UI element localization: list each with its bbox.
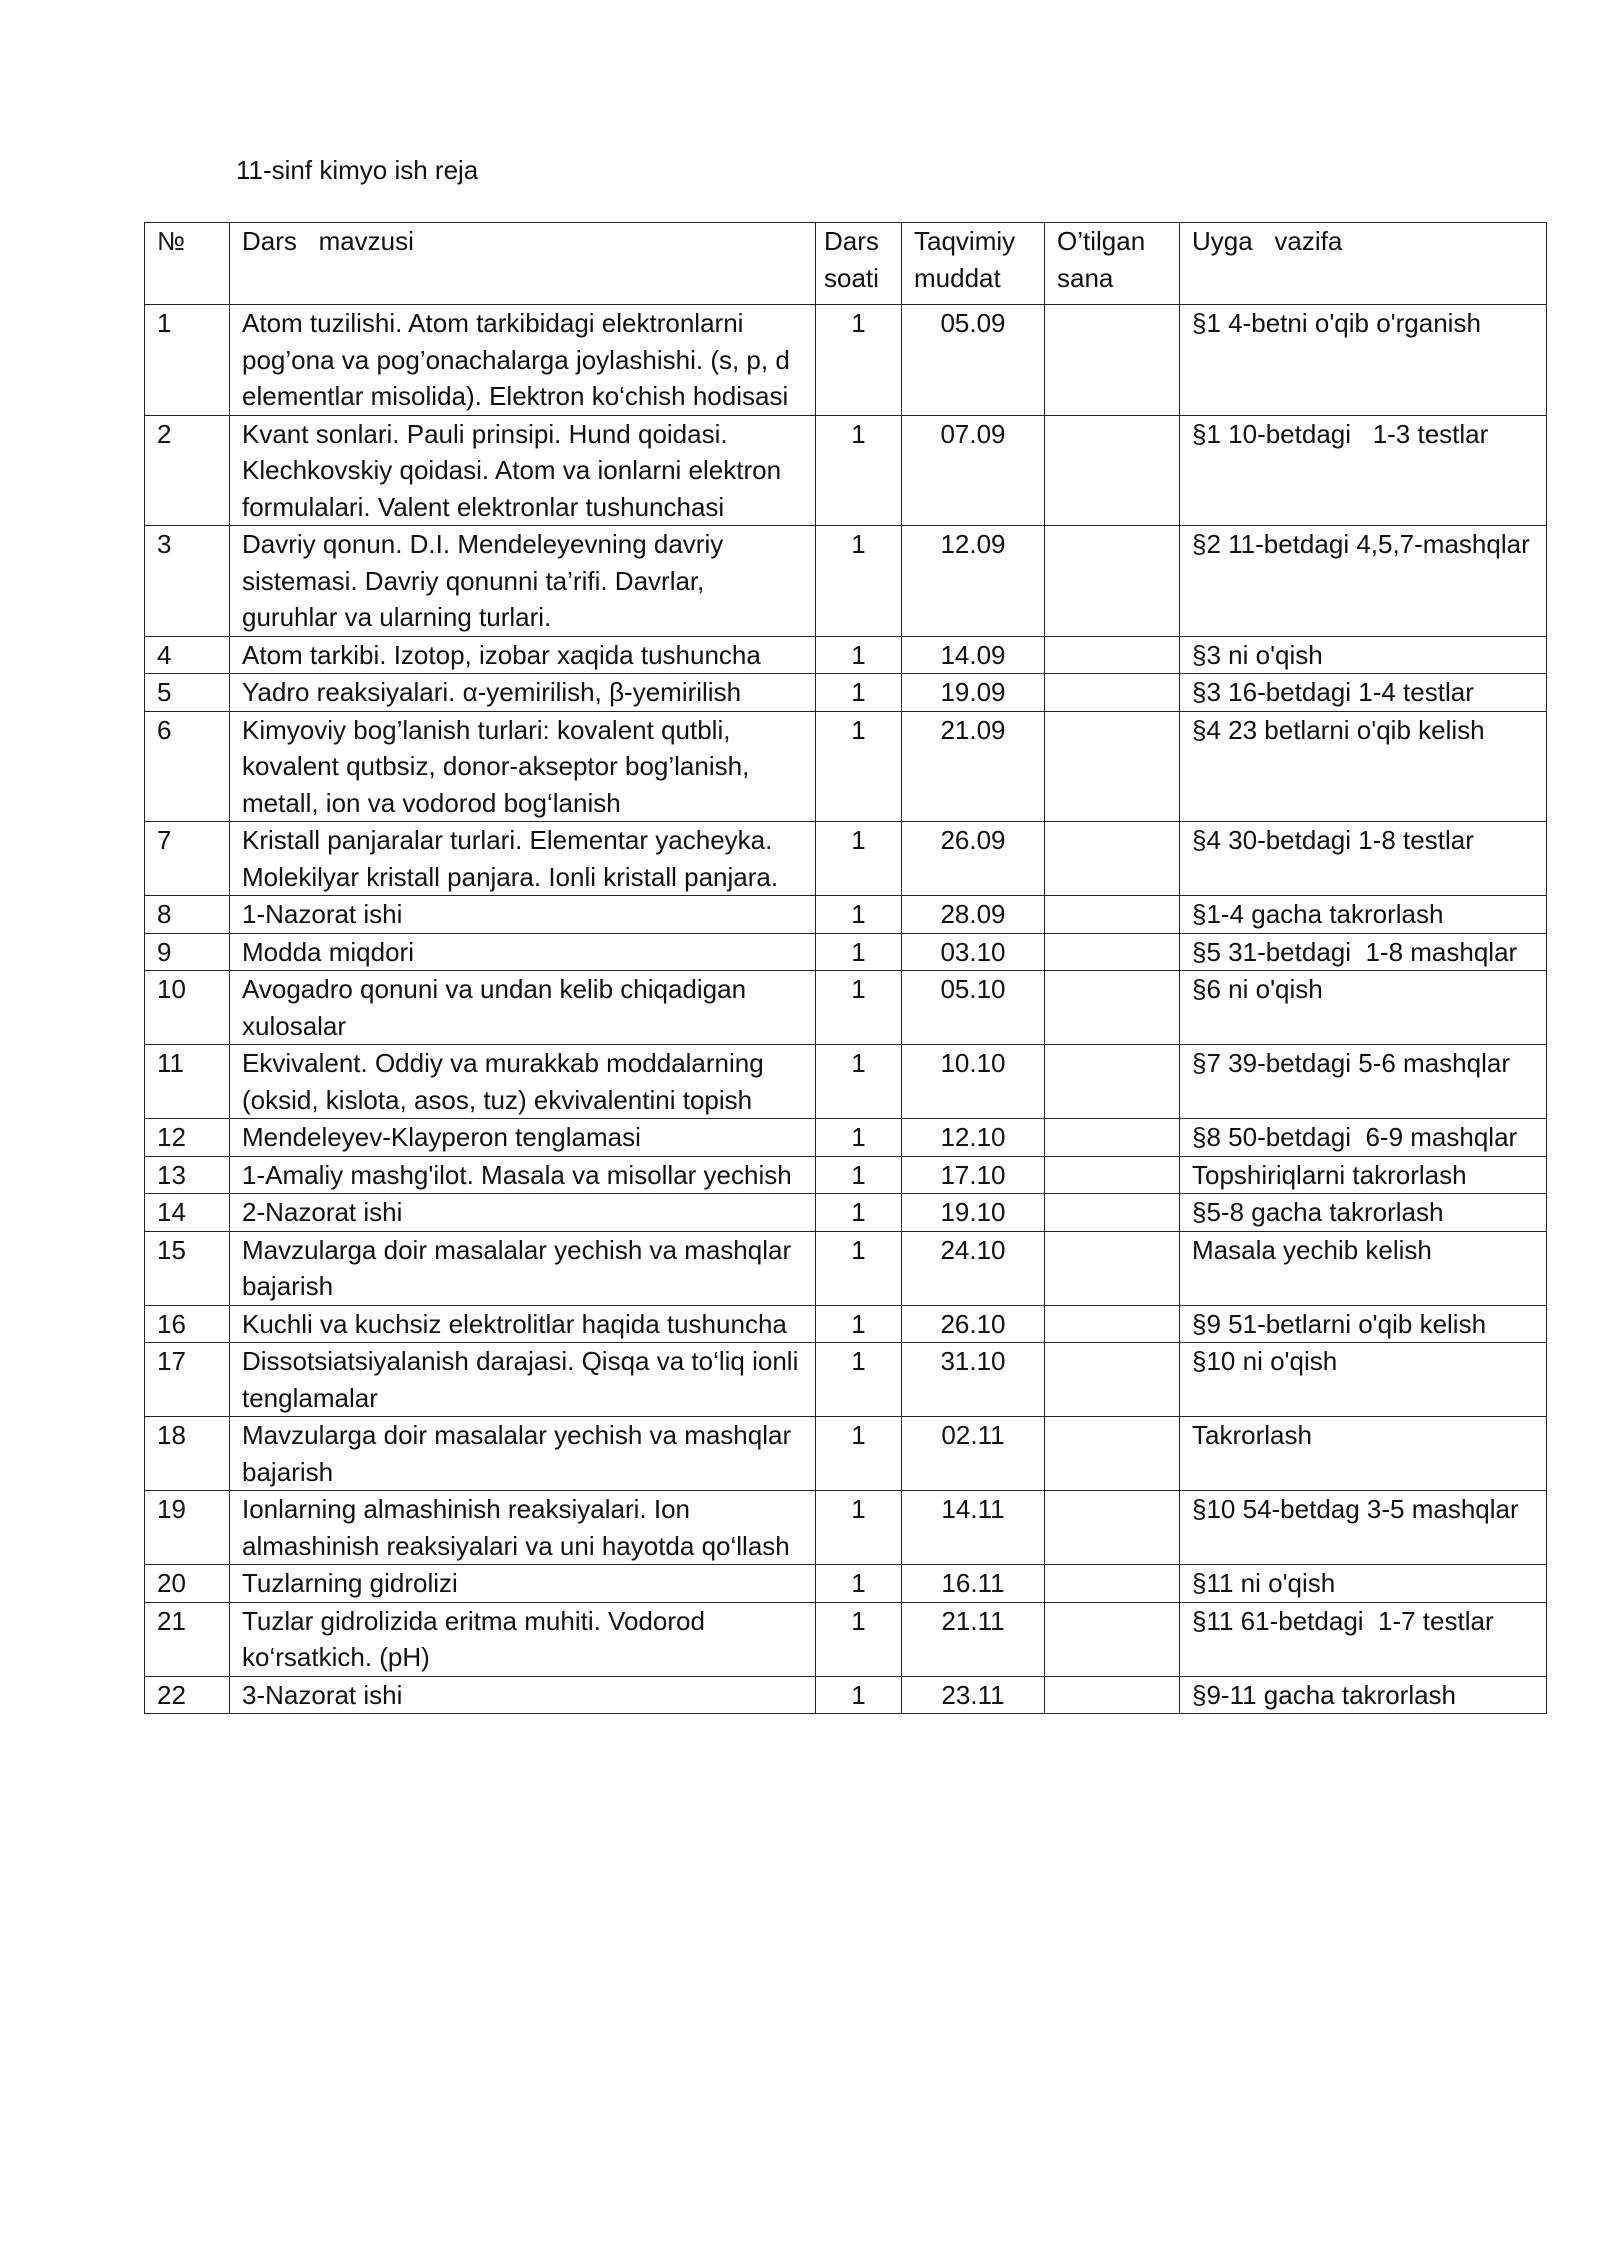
table-row xyxy=(145,1231,1547,1305)
row-number: 2 xyxy=(145,415,230,526)
completed-date xyxy=(1045,1194,1180,1232)
table-row xyxy=(145,711,1547,822)
lesson-topic: 2-Nazorat ishi xyxy=(230,1194,816,1232)
lesson-hours: 1 xyxy=(816,896,902,934)
row-number: 13 xyxy=(145,1156,230,1194)
table-header xyxy=(145,223,1547,305)
lesson-hours: 1 xyxy=(816,1119,902,1157)
planned-date: 21.11 xyxy=(902,1602,1045,1676)
lesson-topic: Tuzlar gidrolizida eritma muhiti. Vodorod ko‘rsatkich. (pH) xyxy=(230,1602,816,1676)
lesson-hours: 1 xyxy=(816,305,902,416)
row-number: 12 xyxy=(145,1119,230,1157)
homework-task: §1 10-betdagi 1-3 testlar xyxy=(1180,415,1547,526)
completed-date xyxy=(1045,674,1180,712)
lesson-topic: 3-Nazorat ishi xyxy=(230,1676,816,1714)
row-number: 5 xyxy=(145,674,230,712)
header-done-line1: O’tilgan xyxy=(1057,226,1146,256)
table-row xyxy=(145,1417,1547,1491)
header-done-line2: sana xyxy=(1057,262,1114,293)
lesson-topic: Kimyoviy bog’lanish turlari: kovalent qutbli, kovalent qutbsiz, donor-akseptor bog’lanish, metall, ion va vodorod bog‘lanish xyxy=(230,711,816,822)
homework-task: §11 61-betdagi 1-7 testlar xyxy=(1180,1602,1547,1676)
completed-date xyxy=(1045,971,1180,1045)
lesson-plan-table xyxy=(144,222,1547,1714)
header-hours-line1: Dars xyxy=(824,226,879,256)
planned-date: 26.09 xyxy=(902,822,1045,896)
homework-task: §9 51-betlarni o'qib kelish xyxy=(1180,1305,1547,1343)
planned-date: 07.09 xyxy=(902,415,1045,526)
planned-date: 12.10 xyxy=(902,1119,1045,1157)
header-hours xyxy=(816,223,902,305)
planned-date: 19.10 xyxy=(902,1194,1045,1232)
lesson-hours: 1 xyxy=(816,1343,902,1417)
header-homework: Uyga vazifa xyxy=(1180,223,1547,305)
planned-date: 31.10 xyxy=(902,1343,1045,1417)
row-number: 6 xyxy=(145,711,230,822)
lesson-hours: 1 xyxy=(816,822,902,896)
row-number: 22 xyxy=(145,1676,230,1714)
table-row xyxy=(145,1602,1547,1676)
row-number: 15 xyxy=(145,1231,230,1305)
lesson-hours: 1 xyxy=(816,933,902,971)
completed-date xyxy=(1045,1045,1180,1119)
row-number: 10 xyxy=(145,971,230,1045)
lesson-hours: 1 xyxy=(816,1417,902,1491)
lesson-hours: 1 xyxy=(816,1156,902,1194)
lesson-topic: Mavzularga doir masalalar yechish va mashqlar bajarish xyxy=(230,1417,816,1491)
table-row xyxy=(145,415,1547,526)
lesson-hours: 1 xyxy=(816,674,902,712)
planned-date: 16.11 xyxy=(902,1565,1045,1603)
table-row xyxy=(145,971,1547,1045)
row-number: 16 xyxy=(145,1305,230,1343)
planned-date: 03.10 xyxy=(902,933,1045,971)
homework-task: §5-8 gacha takrorlash xyxy=(1180,1194,1547,1232)
completed-date xyxy=(1045,1602,1180,1676)
lesson-topic: Tuzlarning gidrolizi xyxy=(230,1565,816,1603)
planned-date: 17.10 xyxy=(902,1156,1045,1194)
homework-task: §10 ni o'qish xyxy=(1180,1343,1547,1417)
header-hours-line2: soati xyxy=(824,262,879,293)
homework-task: §9-11 gacha takrorlash xyxy=(1180,1676,1547,1714)
lesson-hours: 1 xyxy=(816,415,902,526)
homework-task: §8 50-betdagi 6-9 mashqlar xyxy=(1180,1119,1547,1157)
lesson-topic: Ekvivalent. Oddiy va murakkab moddalarning (oksid, kislota, asos, tuz) ekvivalentini topish xyxy=(230,1045,816,1119)
completed-date xyxy=(1045,896,1180,934)
lesson-hours: 1 xyxy=(816,1045,902,1119)
lesson-topic: Mendeleyev-Klayperon tenglamasi xyxy=(230,1119,816,1157)
table-row xyxy=(145,526,1547,637)
lesson-topic: Dissotsiatsiyalanish darajasi. Qisqa va to‘liq ionli tenglamalar xyxy=(230,1343,816,1417)
completed-date xyxy=(1045,1231,1180,1305)
row-number: 20 xyxy=(145,1565,230,1603)
row-number: 1 xyxy=(145,305,230,416)
homework-task: §1 4-betni o'qib o'rganish xyxy=(1180,305,1547,416)
lesson-topic: Yadro reaksiyalari. α-yemirilish, β-yemirilish xyxy=(230,674,816,712)
homework-task: §3 ni o'qish xyxy=(1180,636,1547,674)
row-number: 11 xyxy=(145,1045,230,1119)
completed-date xyxy=(1045,636,1180,674)
table-row xyxy=(145,1565,1547,1603)
header-date xyxy=(902,223,1045,305)
table-row xyxy=(145,674,1547,712)
planned-date: 28.09 xyxy=(902,896,1045,934)
lesson-hours: 1 xyxy=(816,526,902,637)
homework-task: §4 23 betlarni o'qib kelish xyxy=(1180,711,1547,822)
lesson-topic: Davriy qonun. D.I. Mendeleyevning davriy sistemasi. Davriy qonunni ta’rifi. Davrlar, guruhlar va ularning turlari. xyxy=(230,526,816,637)
homework-task: §6 ni o'qish xyxy=(1180,971,1547,1045)
completed-date xyxy=(1045,1565,1180,1603)
lesson-topic: Mavzularga doir masalalar yechish va mashqlar bajarish xyxy=(230,1231,816,1305)
table-row xyxy=(145,822,1547,896)
table-row xyxy=(145,896,1547,934)
table-row xyxy=(145,933,1547,971)
lesson-topic: Avogadro qonuni va undan kelib chiqadigan xulosalar xyxy=(230,971,816,1045)
document-title: 11-sinf kimyo ish reja xyxy=(236,155,479,185)
header-row xyxy=(145,223,1547,305)
planned-date: 19.09 xyxy=(902,674,1045,712)
homework-task: §2 11-betdagi 4,5,7-mashqlar xyxy=(1180,526,1547,637)
lesson-topic: 1-Nazorat ishi xyxy=(230,896,816,934)
table-row xyxy=(145,1156,1547,1194)
table-body xyxy=(145,305,1547,1714)
row-number: 3 xyxy=(145,526,230,637)
lesson-hours: 1 xyxy=(816,1491,902,1565)
row-number: 17 xyxy=(145,1343,230,1417)
table-row xyxy=(145,1194,1547,1232)
row-number: 21 xyxy=(145,1602,230,1676)
lesson-hours: 1 xyxy=(816,1194,902,1232)
completed-date xyxy=(1045,822,1180,896)
table-row xyxy=(145,1676,1547,1714)
homework-task: §11 ni o'qish xyxy=(1180,1565,1547,1603)
lesson-topic: Atom tarkibi. Izotop, izobar xaqida tushuncha xyxy=(230,636,816,674)
table-row xyxy=(145,1491,1547,1565)
lesson-hours: 1 xyxy=(816,1676,902,1714)
lesson-hours: 1 xyxy=(816,1305,902,1343)
header-num: № xyxy=(145,223,230,305)
header-date-line1: Taqvimiy xyxy=(914,226,1016,256)
homework-task: §3 16-betdagi 1-4 testlar xyxy=(1180,674,1547,712)
planned-date: 26.10 xyxy=(902,1305,1045,1343)
table-row xyxy=(145,305,1547,416)
planned-date: 24.10 xyxy=(902,1231,1045,1305)
completed-date xyxy=(1045,933,1180,971)
table-row xyxy=(145,1305,1547,1343)
header-date-line2: muddat xyxy=(914,262,1001,293)
completed-date xyxy=(1045,1343,1180,1417)
lesson-topic: Kuchli va kuchsiz elektrolitlar haqida tushuncha xyxy=(230,1305,816,1343)
table-row xyxy=(145,1343,1547,1417)
homework-task: §10 54-betdag 3-5 mashqlar xyxy=(1180,1491,1547,1565)
lesson-hours: 1 xyxy=(816,971,902,1045)
homework-task: §7 39-betdagi 5-6 mashqlar xyxy=(1180,1045,1547,1119)
table-row xyxy=(145,1045,1547,1119)
lesson-hours: 1 xyxy=(816,711,902,822)
lesson-topic: Atom tuzilishi. Atom tarkibidagi elektronlarni pog’ona va pog’onachalarga joylashishi. (s, p, d elementlar misolida). Elektron ko‘chish hodisasi xyxy=(230,305,816,416)
homework-task: Masala yechib kelish xyxy=(1180,1231,1547,1305)
planned-date: 02.11 xyxy=(902,1417,1045,1491)
homework-task: Takrorlash xyxy=(1180,1417,1547,1491)
lesson-topic: Kristall panjaralar turlari. Elementar yacheyka. Molekilyar kristall panjara. Ionli kristall panjara. xyxy=(230,822,816,896)
planned-date: 21.09 xyxy=(902,711,1045,822)
header-topic: Dars mavzusi xyxy=(230,223,816,305)
completed-date xyxy=(1045,711,1180,822)
row-number: 9 xyxy=(145,933,230,971)
homework-task: Topshiriqlarni takrorlash xyxy=(1180,1156,1547,1194)
homework-task: §5 31-betdagi 1-8 mashqlar xyxy=(1180,933,1547,971)
completed-date xyxy=(1045,526,1180,637)
lesson-hours: 1 xyxy=(816,1565,902,1603)
lesson-topic: Kvant sonlari. Pauli prinsipi. Hund qoidasi. Klechkovskiy qoidasi. Atom va ionlarni elektron formulalari. Valent elektronlar tushunchasi xyxy=(230,415,816,526)
header-done xyxy=(1045,223,1180,305)
row-number: 4 xyxy=(145,636,230,674)
completed-date xyxy=(1045,305,1180,416)
completed-date xyxy=(1045,1156,1180,1194)
lesson-topic: Ionlarning almashinish reaksiyalari. Ion almashinish reaksiyalari va uni hayotda qo‘llash xyxy=(230,1491,816,1565)
row-number: 7 xyxy=(145,822,230,896)
completed-date xyxy=(1045,1305,1180,1343)
lesson-hours: 1 xyxy=(816,636,902,674)
completed-date xyxy=(1045,1491,1180,1565)
row-number: 19 xyxy=(145,1491,230,1565)
homework-task: §1-4 gacha takrorlash xyxy=(1180,896,1547,934)
planned-date: 23.11 xyxy=(902,1676,1045,1714)
row-number: 14 xyxy=(145,1194,230,1232)
planned-date: 12.09 xyxy=(902,526,1045,637)
planned-date: 05.09 xyxy=(902,305,1045,416)
lesson-topic: Modda miqdori xyxy=(230,933,816,971)
planned-date: 05.10 xyxy=(902,971,1045,1045)
table-row xyxy=(145,636,1547,674)
lesson-hours: 1 xyxy=(816,1231,902,1305)
completed-date xyxy=(1045,1119,1180,1157)
lesson-topic: 1-Amaliy mashg'ilot. Masala va misollar yechish xyxy=(230,1156,816,1194)
planned-date: 14.11 xyxy=(902,1491,1045,1565)
completed-date xyxy=(1045,1417,1180,1491)
planned-date: 10.10 xyxy=(902,1045,1045,1119)
completed-date xyxy=(1045,415,1180,526)
homework-task: §4 30-betdagi 1-8 testlar xyxy=(1180,822,1547,896)
planned-date: 14.09 xyxy=(902,636,1045,674)
row-number: 8 xyxy=(145,896,230,934)
row-number: 18 xyxy=(145,1417,230,1491)
table-row xyxy=(145,1119,1547,1157)
completed-date xyxy=(1045,1676,1180,1714)
lesson-hours: 1 xyxy=(816,1602,902,1676)
